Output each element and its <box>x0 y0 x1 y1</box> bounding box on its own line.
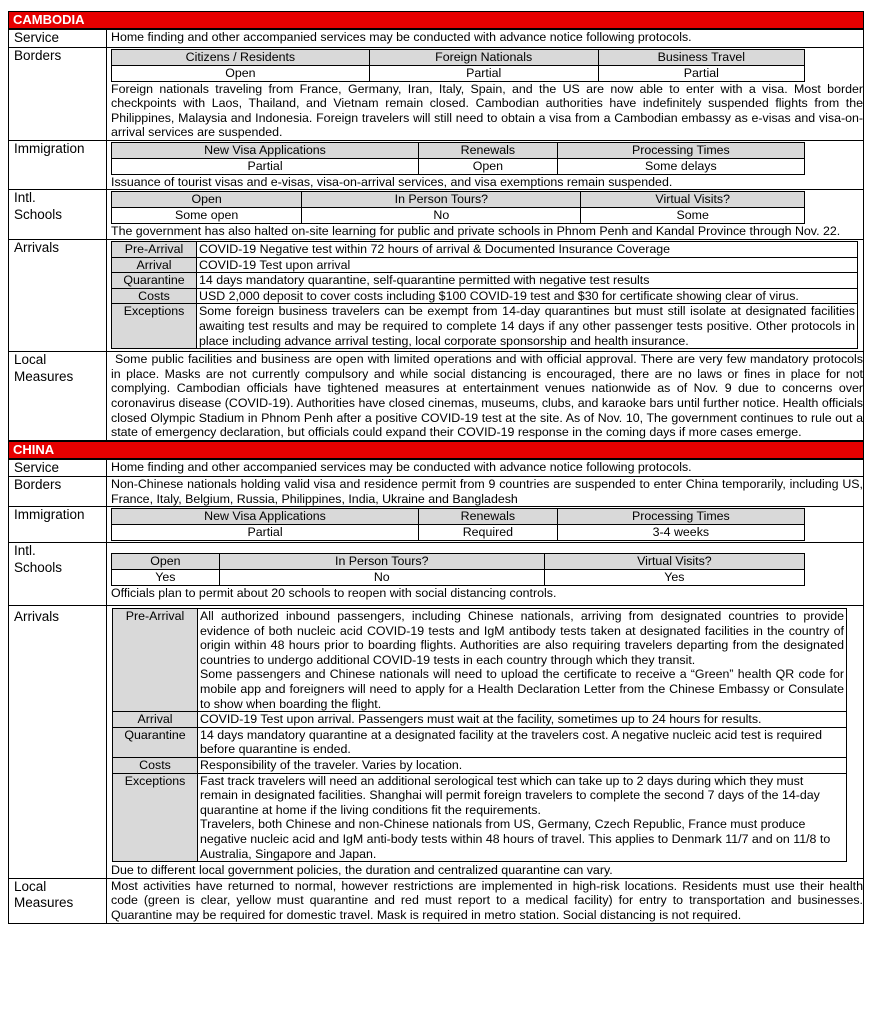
arrivals-value: Fast track travelers will need an additional serological test which can take up to 2 days during which they must remain in designated facilities. Shanghai will permit foreign travelers to complete the second 7 days of the 14-day quarantine at home if the living conditions fit the requirements. <box>200 773 820 817</box>
table-cell: 3-4 weeks <box>557 525 804 541</box>
local-measures-text: Most activities have returned to normal, however restrictions are implemented in high-risk locations. Residents must use their health code (green is clear, yellow must quarantine and red must report to a medical facility) for entry to transportation and businesses. Quarantine may be required for domestic travel. Mask is required in metro station. Social distancing is not required. <box>111 878 863 922</box>
table-header: Renewals <box>419 509 558 525</box>
table-cell: Required <box>419 525 558 541</box>
china-table <box>8 459 864 924</box>
arrivals-key: Pre-Arrival <box>112 242 197 258</box>
table-header: Processing Times <box>557 509 804 525</box>
table-header: Open <box>112 554 220 570</box>
table-header: Virtual Visits? <box>544 554 804 570</box>
service-text: Home finding and other accompanied services may be conducted with advance notice following protocols. <box>107 459 864 477</box>
arrivals-table <box>112 608 847 862</box>
row-label: Schools <box>14 206 63 222</box>
china-service-row <box>9 459 864 477</box>
arrivals-value: Some passengers and Chinese nationals will need to upload the certificate to receive a “Green” health QR code for mobile app and foreigners will need to apply for a Health Declaration Letter from the Chinese Embassy or Consulate to show when boarding the flight. <box>200 667 844 711</box>
arrivals-key: Pre-Arrival <box>113 609 198 712</box>
table-header: Open <box>112 192 302 208</box>
table-header: Foreign Nationals <box>369 49 598 65</box>
arrivals-value: Responsibility of the traveler. Varies by location. <box>198 758 847 774</box>
cambodia-table <box>8 29 864 441</box>
schools-text: The government has also halted on-site learning for public and private schools in Phnom Penh and Kandal Province through Nov. 22. <box>111 224 841 239</box>
row-label: Borders <box>9 47 107 140</box>
arrivals-key: Costs <box>112 288 197 304</box>
travel-document <box>8 11 864 924</box>
arrivals-value: USD 2,000 deposit to cover costs including $100 COVID-19 test and $30 for certificate showing clear of virus. <box>197 288 858 304</box>
table-cell: Partial <box>112 158 419 174</box>
table-cell: Partial <box>112 525 419 541</box>
row-label: Intl. <box>14 543 36 559</box>
immigration-status-table <box>111 142 805 175</box>
table-header: Processing Times <box>557 142 804 158</box>
table-cell: Yes <box>544 570 804 586</box>
row-label: Service <box>9 30 107 48</box>
table-header: Business Travel <box>598 49 804 65</box>
borders-text: Non-Chinese nationals holding valid visa and residence permit from 9 countries are suspended to enter China temporarily, including US, France, Italy, Belgium, Russia, Philippines, India, Ukraine and Bangladesh <box>107 477 864 507</box>
arrivals-value: Some foreign business travelers can be exempt from 14-day quarantines but must still isolate at designated facilities awaiting test results and may be required to complete 14 days if any other passenger tests positive. Other protocols in place including advance arrival testing, local corporate sponsorship and health insurance. <box>197 304 858 349</box>
row-label: Arrivals <box>9 606 107 879</box>
country-header-cambodia: CAMBODIA <box>8 11 864 29</box>
table-cell: Some <box>581 208 805 224</box>
schools-status-table <box>111 191 805 224</box>
china-immigration-row <box>9 507 864 543</box>
arrivals-key: Exceptions <box>112 304 197 349</box>
arrivals-key: Exceptions <box>113 773 198 862</box>
china-schools-row <box>9 543 864 606</box>
immigration-text: Issuance of tourist visas and e-visas, visa-on-arrival services, and visa exemptions remain suspended. <box>111 174 673 189</box>
arrivals-value: COVID-19 Test upon arrival <box>197 257 858 273</box>
row-label: Local <box>14 352 47 368</box>
arrivals-value: All authorized inbound passengers, including Chinese nationals, arriving from designated countries to provide evidence of both nucleic acid COVID-19 tests and IgM antibody tests taken at designated facilities in the country of origin within 48 hours prior to boarding flights. Authorities are also requiring travelers departing from the designated countries to undergo additional COVID-19 tests in each country through which they transit. <box>200 609 844 667</box>
row-label: Service <box>9 459 107 477</box>
table-header: In Person Tours? <box>219 554 544 570</box>
cambodia-service-row <box>9 30 864 48</box>
table-header: In Person Tours? <box>302 192 581 208</box>
table-header: Renewals <box>419 142 558 158</box>
table-cell: Yes <box>112 570 220 586</box>
borders-text: Foreign nationals traveling from France, Germany, Iran, Italy, Spain, and the US are now able to enter with a visa. Most border checkpoints with Laos, Thailand, and Vietnam remain closed. Cambodian authorities have indefinitely suspended flights from the Philippines, Malaysia and Indonesia. Foreign travelers will still need to obtain a visa from a Cambodian embassy as e-visas and visa-on-arrival services are suspended. <box>111 81 863 140</box>
arrivals-table <box>111 241 858 349</box>
table-cell: Open <box>112 65 370 81</box>
arrivals-value: Travelers, both Chinese and non-Chinese nationals from US, Germany, Czech Republic, France must produce negative nucleic acid and IgM anti-body tests within 48 hours of travel. This applies to Denmark 11/7 and on 11/8 to Australia, Singapore and Japan. <box>200 817 831 861</box>
table-cell: Partial <box>598 65 804 81</box>
cambodia-borders-row <box>9 47 864 140</box>
china-borders-row <box>9 477 864 507</box>
arrivals-value: COVID-19 Negative test within 72 hours of arrival & Documented Insurance Coverage <box>197 242 858 258</box>
country-header-china: CHINA <box>8 441 864 459</box>
arrivals-value: 14 days mandatory quarantine, self-quarantine permitted with negative test results <box>197 273 858 289</box>
schools-text: Officials plan to permit about 20 schools to reopen with social distancing controls. <box>111 586 557 601</box>
table-cell: Some delays <box>557 158 804 174</box>
table-cell: Open <box>419 158 558 174</box>
table-cell: Partial <box>369 65 598 81</box>
row-label: Measures <box>14 368 74 384</box>
arrivals-key: Quarantine <box>113 727 198 757</box>
service-text: Home finding and other accompanied services may be conducted with advance notice following protocols. <box>107 30 864 48</box>
cambodia-arrivals-row <box>9 240 864 352</box>
cambodia-schools-row <box>9 190 864 240</box>
arrivals-value: COVID-19 Test upon arrival. Passengers must wait at the facility, sometimes up to 24 hours for results. <box>198 712 847 728</box>
table-header: Virtual Visits? <box>581 192 805 208</box>
row-label: Arrivals <box>9 240 107 352</box>
arrivals-note: Due to different local government policies, the duration and centralized quarantine can vary. <box>111 863 613 878</box>
borders-status-table <box>111 49 805 82</box>
row-label: Immigration <box>9 140 107 190</box>
arrivals-key: Costs <box>113 758 198 774</box>
cambodia-local-measures-row <box>9 352 864 441</box>
table-header: New Visa Applications <box>112 509 419 525</box>
cambodia-immigration-row <box>9 140 864 190</box>
immigration-status-table <box>111 508 805 541</box>
china-arrivals-row <box>9 606 864 879</box>
arrivals-value: 14 days mandatory quarantine at a designated facility at the travelers cost. A negative nucleic acid test is required before quarantine is ended. <box>198 727 847 757</box>
table-cell: No <box>302 208 581 224</box>
row-label: Intl. <box>14 190 36 206</box>
row-label: Local <box>14 878 47 894</box>
table-cell: No <box>219 570 544 586</box>
row-label: Measures <box>14 895 74 911</box>
arrivals-key: Arrival <box>112 257 197 273</box>
row-label: Borders <box>9 477 107 507</box>
local-measures-text: Some public facilities and business are open with limited operations and with official approval. There are very few mandatory protocols in place. Masks are not currently compulsory and while social distancing is encouraged, there are no laws or fines in place for not complying. Cambodian officials have tightened measures at entertainment venues nationwide as of Nov. 9 due to concerns over coronavirus disease (COVID-19). Authorities have closed cinemas, museums, clubs, and karaoke bars until further notice. Health officials closed Olympic Stadium in Phnom Penh after a positive COVID-19 test at the site. As of Nov. 10, The government continues to rule out a state of emergency declaration, but officials could expand their COVID-19 response in the coming days if more cases emerge. <box>111 352 863 440</box>
row-label: Immigration <box>9 507 107 543</box>
arrivals-key: Quarantine <box>112 273 197 289</box>
china-local-measures-row <box>9 878 864 923</box>
arrivals-key: Arrival <box>113 712 198 728</box>
table-header: New Visa Applications <box>112 142 419 158</box>
table-cell: Some open <box>112 208 302 224</box>
table-header: Citizens / Residents <box>112 49 370 65</box>
row-label: Schools <box>14 559 63 575</box>
schools-status-table <box>111 553 805 586</box>
